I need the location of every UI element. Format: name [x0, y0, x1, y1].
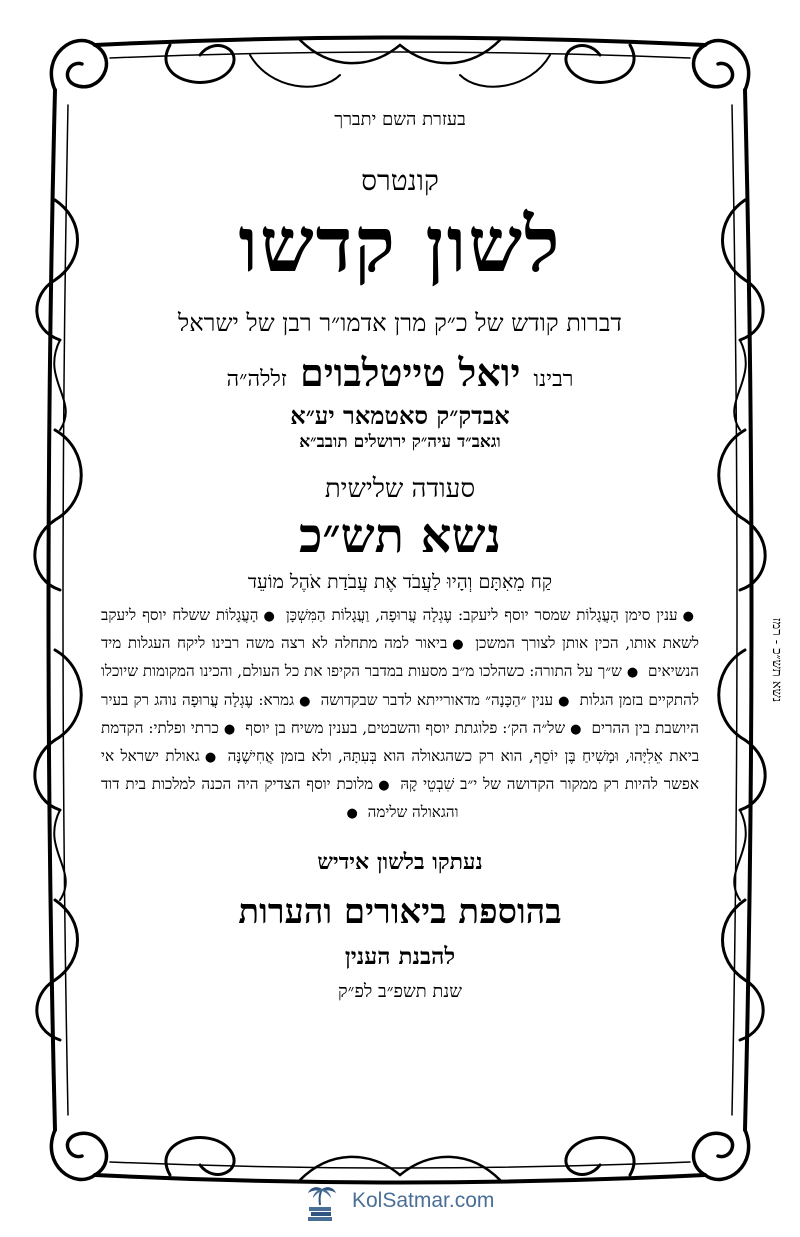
bullet-icon: ●	[626, 665, 639, 681]
topics-list	[101, 602, 699, 828]
page-title: לשון קדשו	[238, 199, 562, 289]
additions-line: בהוספת ביאורים והערות	[238, 891, 562, 932]
bullet-icon: ●	[223, 721, 236, 737]
topic-item: גאולת ישראל אי אפשר להיות רק ממקור הקדושה של י״ב שִׁבְטֵי קָהּ	[101, 746, 699, 794]
topic-item: מלוכת יוסף הצדיק היה הכנה למלכות בית דוד והגאולה שלימה	[101, 775, 459, 822]
palm-tree-books-icon	[300, 1183, 340, 1223]
topic-item: ש״ך על התורה: כשהלכו מ״ב מסעות במדבר הקיפו את כל העולם, והכינו המקומות שיוכלו להתקיים בזמן הגלות	[100, 662, 700, 709]
bullet-icon: ●	[263, 608, 275, 624]
bullet-icon: ●	[204, 749, 217, 765]
topic-item: ענין ״הַכָּנָה״ מדאורייתא לדבר שבקדושה	[320, 690, 554, 709]
gavad-line: וגאב״ד עיה״ק ירושלים תובב״א	[299, 432, 501, 453]
av-beis-din-line: אבדק״ק סאטמאר יע״א	[290, 400, 510, 430]
understanding-line: להבנת הענין	[344, 942, 456, 970]
bullet-icon: ●	[452, 637, 464, 653]
bullet-icon: ●	[346, 806, 358, 822]
verse-line: קַח מֵאִתָּם וְהָיוּ לַעֲבֹד אֶת עֲבֹדַת אֹהֶל מוֹעֵד	[247, 571, 553, 594]
bullet-icon: ●	[299, 693, 311, 709]
kuntres-label: קונטרס	[361, 163, 439, 197]
side-margin-label: נשא תש״כ - רמז	[769, 617, 784, 703]
site-logo[interactable]	[300, 1183, 510, 1225]
seuda-label: סעודה שלישית	[324, 474, 476, 504]
topic-item: ביאור למה מתחלה לא רצה משה רבינו ליקח העגלות מיד הנשיאים	[101, 634, 699, 681]
rebbe-name-line	[95, 350, 705, 396]
bullet-icon: ●	[558, 693, 570, 709]
title-page	[95, 110, 705, 1003]
zlh-label: זללה״ה	[226, 366, 287, 392]
parsha-title: נשא תש״כ	[298, 507, 502, 564]
blessing-line: בעזרת השם יתברך	[334, 109, 466, 130]
topic-item: של״ה הק׳: פלוגתת יוסף והשבטים, בענין משיח בן יוסף	[245, 718, 566, 737]
site-logo-text: KolSatmar.com	[352, 1189, 495, 1212]
bullet-icon: ●	[378, 778, 390, 794]
rebbe-name: יואל טייטלבוים	[300, 349, 521, 395]
bullet-icon: ●	[682, 608, 694, 624]
year-line: שנת תשפ״ב לפ״ק	[337, 981, 462, 1003]
translated-line: נעתקו בלשון אידיש	[317, 848, 483, 875]
topic-item: גמרא: עֶגְלָה עֲרוּפָה נוהג רק בעיר היושבת בין ההרים	[101, 690, 700, 737]
topic-item: ענין סימן הָעֲגָלוֹת שמסר יוסף ליעקב: עֶגְלָה עֲרוּפָה, וַעֲגָלוֹת הַמִּשְׁכָּן	[285, 605, 678, 624]
bullet-icon: ●	[570, 721, 582, 737]
words-of-line: דברות קודש של כ״ק מרן אדמו״ר רבן של ישראל	[178, 309, 622, 338]
topic-item: כרתי ופלתי: הקדמת ביאת אֵלִיָּהוּ, וּמָשִׁיחַ בֶּן יוֹסֵף, הוא רק כשהגאולה הוא בְּעִתָּהּ, ולא בזמן אֲחִישֶׁנָּה	[101, 718, 700, 765]
topic-item: הָעֲגָלוֹת ששלח יוסף ליעקב לשאת אותו, הכין אותן לצורך המשכן	[101, 605, 699, 653]
rabbeinu-label: רבינו	[533, 366, 574, 392]
